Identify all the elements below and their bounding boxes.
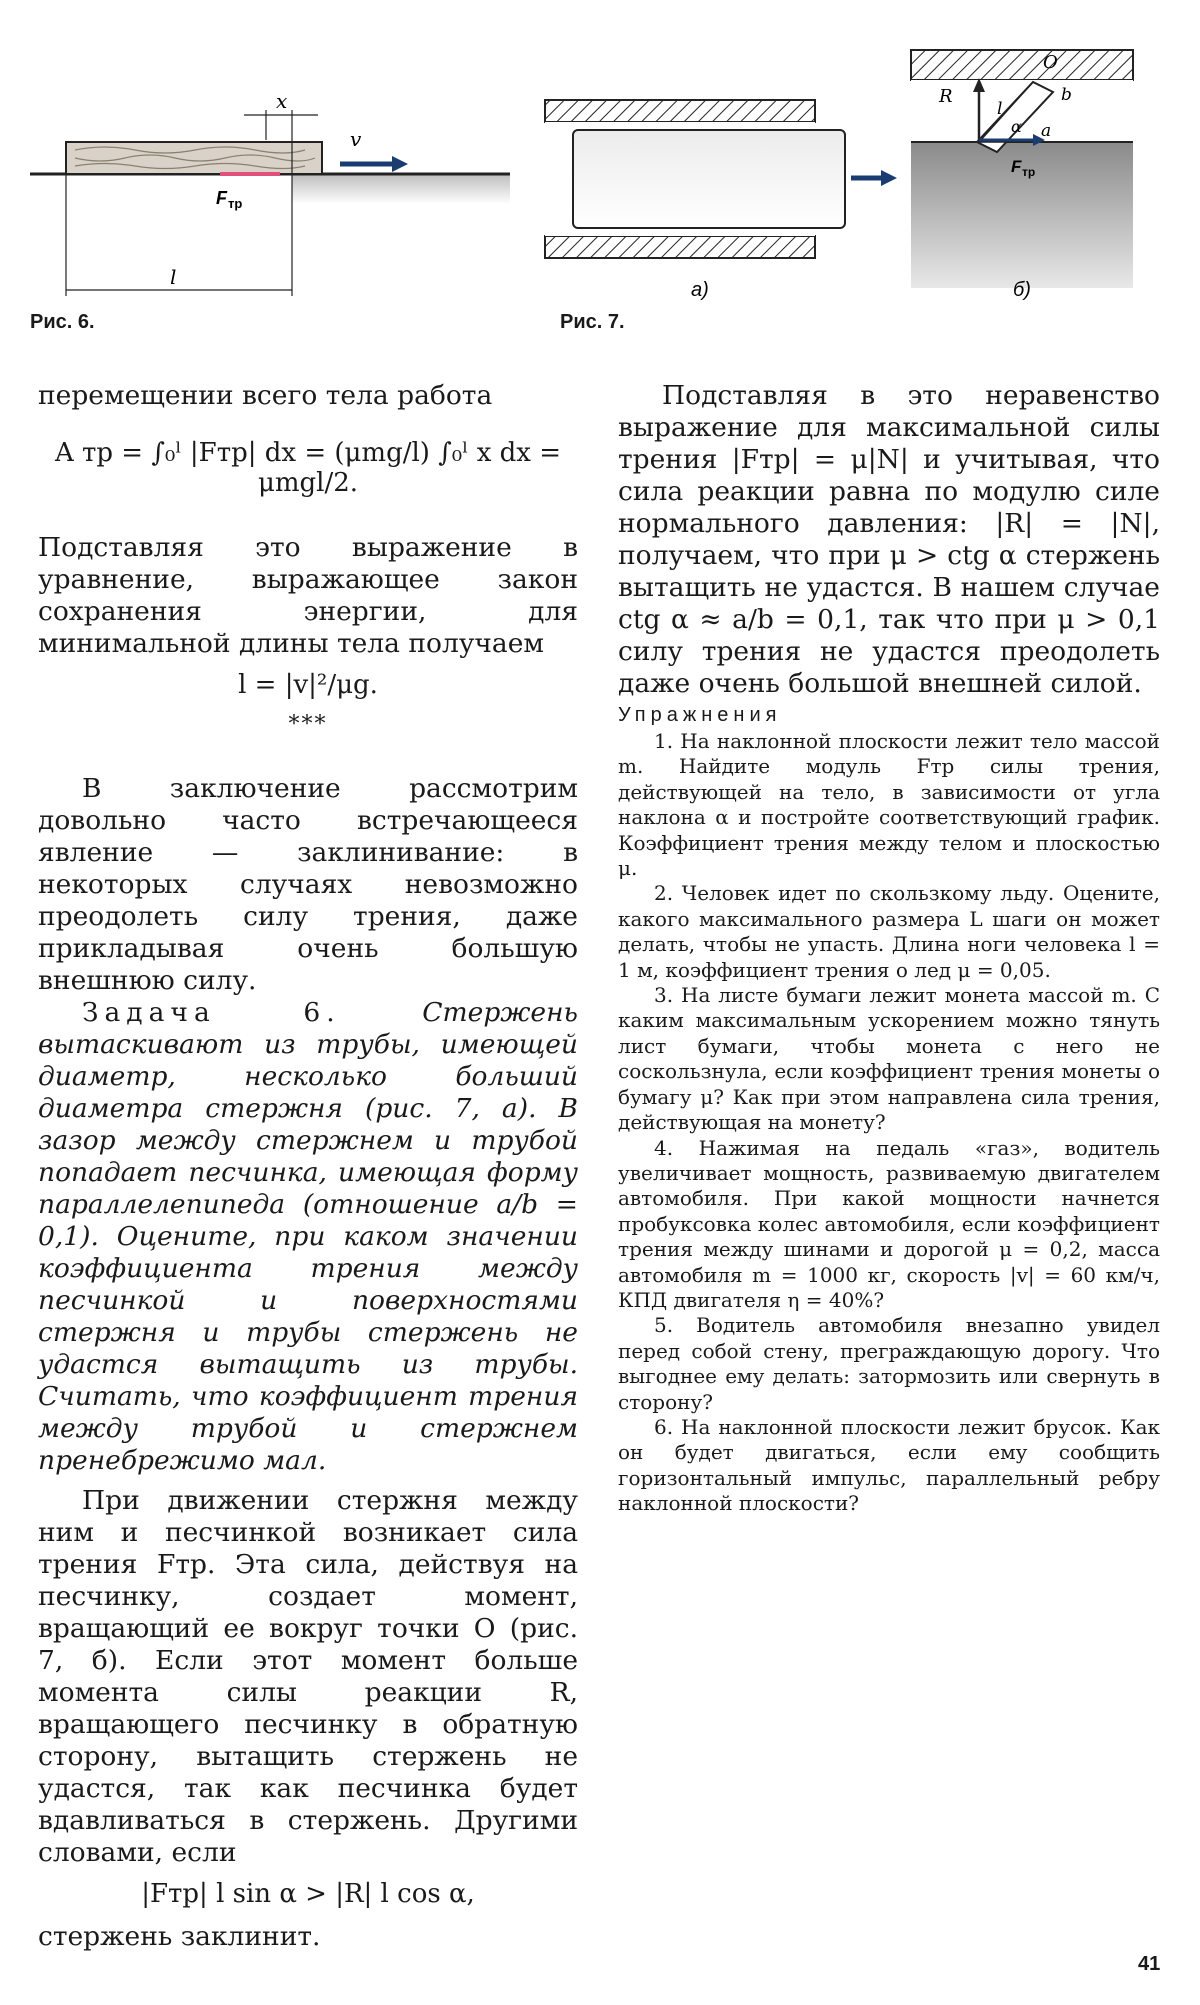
label-l: l	[170, 265, 177, 289]
exercise-4: 4. Нажимая на педаль «газ», водитель увеличивает мощность, развиваемую двигателем автомобиля. При какой мощности начнется пробуксовка колес автомобиля, если коэффициент трения между шинами и дорогой μ = 0,2, масса автомобиля m = 1000 кг, скорость |v| = 60 км/ч, КПД двигателя η = 40%?	[618, 1135, 1160, 1312]
section-divider: ***	[288, 712, 328, 737]
right-paragraph-1: Подставляя в это неравенство выражение для максимальной силы трения |Fтр| = μ|N| и учитывая, что сила реакции равна по модулю силе нормального давления: |R| = |N|, получаем, что при μ > ctg α стержень вытащить не удастся. В нашем случае ctg α ≈ a/b = 0,1, так что при μ > 0,1 силу трения не удастся преодолеть даже очень большой внешней силой.	[618, 380, 1160, 699]
formula-length: l = |v|²/μg.	[238, 670, 378, 700]
formula-work: A тр = ∫₀ˡ |Fтр| dx = (μmg/l) ∫₀ˡ x dx = μmgl/2.	[54, 438, 562, 498]
pipe-top-wall	[545, 100, 815, 122]
exercise-2: 2. Человек идет по скользкому льду. Оцените, какого максимального размера L шаги он может делать, чтобы не упасть. Длина ноги человека l = 1 м, коэффициент трения о лед μ = 0,05.	[618, 881, 1160, 982]
label-alpha: α	[1011, 117, 1022, 136]
figure-6	[30, 89, 510, 310]
exercise-5: 5. Водитель автомобиля внезапно увидел перед собой стену, преграждающую дорогу. Что выгоднее ему делать: затормозить или свернуть в сторону?	[618, 1313, 1160, 1414]
label-b: b	[1061, 85, 1072, 105]
exercise-6: 6. На наклонной плоскости лежит брусок. Как он будет двигаться, если ему сообщить горизонтальный импульс, параллельный ребру наклонной плоскости?	[618, 1414, 1160, 1516]
task-label: Задача 6.	[82, 997, 341, 1028]
ground-shade	[292, 174, 510, 204]
velocity-arrowhead	[392, 156, 408, 172]
page-number: 41	[1138, 1953, 1161, 1975]
label-f: F	[216, 188, 227, 208]
left-paragraph-3: В заключение рассмотрим довольно часто встречающееся явление — заклинивание: в некоторых случаях невозможно преодолеть силу трения, даже прикладывая очень большую внешнюю силу.	[38, 773, 578, 996]
figure-7	[545, 48, 1145, 306]
label-x: x	[276, 89, 288, 113]
left-paragraph-1: перемещении всего тела работа	[38, 380, 493, 411]
rod	[573, 130, 845, 228]
label-r: R	[939, 86, 953, 107]
figure-7-caption: Рис. 7.	[560, 311, 625, 333]
left-column	[38, 380, 578, 1953]
exercise-1: 1. На наклонной плоскости лежит тело массой m. Найдите модуль Fтр силы трения, действующей на тело, в зависимости от угла наклона α и постройте соответствующий график. Коэффициент трения между телом и плоскостью μ.	[618, 729, 1160, 881]
formula-inequality: |Fтр| l sin α > |R| l cos α,	[141, 1879, 475, 1909]
sub-b: б)	[1013, 279, 1031, 301]
exercise-3: 3. На листе бумаги лежит монета массой m. С каким максимальным ускорением можно тянуть лист бумаги, чтобы монета с него не соскользнула, если коэффициент трения монеты о бумагу μ? Как при этом направлена сила трения, действующая на монету?	[618, 983, 1160, 1135]
right-column	[618, 380, 1160, 1517]
label-f7-sub: тр	[1022, 165, 1036, 179]
left-paragraph-5: стержень заклинит.	[38, 1921, 321, 1952]
label-f-sub: тр	[228, 196, 243, 211]
left-paragraph-2: Подставляя это выражение в уравнение, выражающее закон сохранения энергии, для минимальной длины тела получаем	[38, 532, 578, 659]
label-o: O	[1043, 52, 1058, 73]
task-text: Стержень вытаскивают из трубы, имеющей диаметр, несколько больший диаметра стержня (рис. 7, а). В зазор между стержнем и трубой попадает песчинка, имеющая форму параллелепипеда (отношение a/b = 0,1). Оцените, при каком значении коэффициента трения между песчинкой и поверхностями стержня и трубы стержень не удастся вытащить из трубы. Считать, что коэффициент трения между трубой и стержнем пренебрежимо мал.	[38, 997, 578, 1476]
pull-arrowhead	[881, 170, 897, 186]
label-v: v	[350, 127, 362, 151]
figure-6-caption: Рис. 6.	[30, 311, 95, 333]
label-l7: l	[997, 99, 1003, 119]
label-a7: a	[1041, 121, 1052, 141]
pipe-wall-b	[911, 50, 1133, 80]
left-paragraph-4: При движении стержня между ним и песчинкой возникает сила трения Fтр. Эта сила, действуя на песчинку, создает момент, вращающий ее вокруг точки O (рис. 7, б). Если этот момент больше момента силы реакции R, вращающего песчинку в обратную сторону, вытащить стержень не удастся, так как песчинка будет вдавливаться в стержень. Другими словами, если	[38, 1485, 578, 1868]
rod-b	[911, 142, 1133, 288]
pipe-bottom-wall	[545, 236, 815, 258]
sub-a: а)	[691, 279, 709, 301]
label-f7: F	[1011, 157, 1022, 176]
task-6	[38, 997, 578, 1477]
exercises-heading: Упражнения	[618, 704, 782, 726]
